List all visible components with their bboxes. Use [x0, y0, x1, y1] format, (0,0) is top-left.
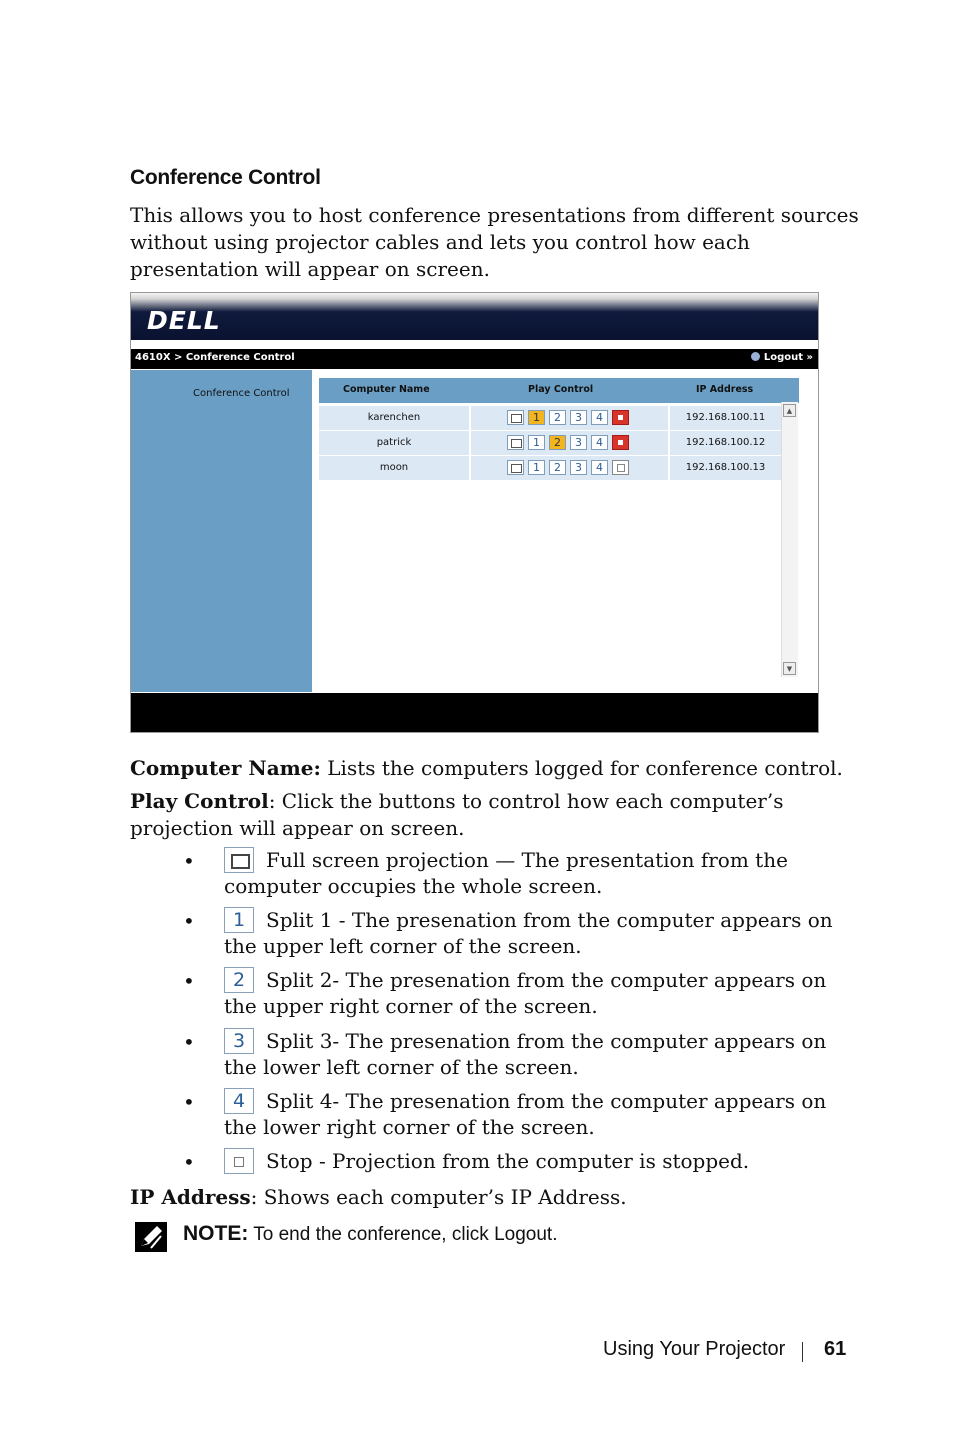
- split-4-button[interactable]: 4: [591, 435, 608, 450]
- scrollbar[interactable]: [781, 402, 798, 677]
- page-number: 61: [824, 1338, 847, 1360]
- stop-button[interactable]: [612, 460, 629, 475]
- play-control-cell: [471, 456, 668, 480]
- ip-address-description: [130, 1184, 860, 1211]
- bullet-dot: •: [183, 909, 195, 933]
- bullet-text: Full screen projection — The presentation from the computer occupies the whole screen.: [224, 848, 788, 898]
- computer-name-description: [130, 755, 860, 782]
- column-ip-address: IP Address: [696, 384, 754, 395]
- sidebar: [131, 370, 312, 692]
- ip-address-term: IP Address: [130, 1185, 251, 1209]
- computer-name-cell: [319, 456, 469, 480]
- bullet-text: Stop - Projection from the computer is stopped.: [266, 1149, 750, 1173]
- split-1-button[interactable]: 1: [528, 460, 545, 475]
- bullet-dot: •: [183, 849, 195, 873]
- ip-address: 192.168.100.12: [685, 437, 766, 448]
- computer-name: patrick: [376, 437, 412, 448]
- logout-label: Logout »: [763, 352, 813, 363]
- sidebar-item-conference-control[interactable]: Conference Control: [193, 388, 290, 399]
- note-text: To end the conference, click: [248, 1224, 495, 1245]
- split-3-button[interactable]: 3: [570, 410, 587, 425]
- play-control-term: Play Control: [130, 789, 269, 813]
- logout-link[interactable]: [751, 352, 813, 363]
- intro-paragraph: This allows you to host conference presentations from different sources without using projector cables and lets you control how each presentation will appear on screen.: [130, 203, 859, 281]
- footer-section-title: Using Your Projector: [603, 1338, 786, 1360]
- table-row: [319, 431, 781, 455]
- split-2-button[interactable]: 2: [549, 410, 566, 425]
- column-computer-name: Computer Name: [343, 384, 430, 395]
- computer-name-cell: [319, 406, 469, 430]
- footer-bar: [131, 693, 818, 733]
- bullet-dot: •: [183, 1150, 195, 1174]
- bullet-dot: •: [183, 1090, 195, 1114]
- stop-button[interactable]: [612, 410, 629, 425]
- logout-icon: [751, 352, 760, 361]
- computer-name: moon: [379, 462, 409, 473]
- computer-name-cell: [319, 431, 469, 455]
- full-screen-button[interactable]: [507, 460, 524, 475]
- breadcrumb: 4610X > Conference Control: [135, 352, 295, 363]
- scroll-up-icon[interactable]: ▲: [783, 404, 796, 417]
- ip-address-cell: [670, 456, 781, 480]
- main-panel: [312, 370, 818, 692]
- dell-logo: DELL: [147, 306, 221, 335]
- ip-address-cell: [670, 431, 781, 455]
- stop-button[interactable]: [612, 435, 629, 450]
- split-1-button[interactable]: 1: [528, 410, 545, 425]
- computer-name-text: Lists the computers logged for conference control.: [320, 756, 843, 780]
- split-1-icon: 1: [224, 907, 254, 933]
- ip-address-text: : Shows each computer’s IP Address.: [250, 1185, 627, 1209]
- split-1-button[interactable]: 1: [528, 435, 545, 450]
- split-4-button[interactable]: 4: [591, 410, 608, 425]
- ip-address: 192.168.100.13: [685, 462, 766, 473]
- conference-control-screenshot: [130, 292, 819, 733]
- ip-address-cell: [670, 406, 781, 430]
- split-3-button[interactable]: 3: [570, 435, 587, 450]
- split-4-icon: 4: [224, 1088, 254, 1114]
- split-3-button[interactable]: 3: [570, 460, 587, 475]
- split-2-icon: 2: [224, 967, 254, 993]
- full-screen-button[interactable]: [507, 435, 524, 450]
- computer-name-term: Computer Name:: [130, 756, 321, 780]
- table-header: [319, 378, 799, 403]
- table-row: [319, 406, 781, 430]
- note-end: .: [552, 1224, 558, 1245]
- note-label: NOTE:: [183, 1222, 249, 1245]
- section-heading: Conference Control: [130, 166, 321, 189]
- ip-address: 192.168.100.11: [685, 412, 766, 423]
- note-logout-term: Logout: [494, 1224, 553, 1245]
- play-control-cell: [471, 406, 668, 430]
- bullet-text: Split 2- The presenation from the computer appears on the upper right corner of the screen.: [224, 968, 827, 1018]
- note-pencil-icon: [135, 1222, 167, 1252]
- full-screen-button[interactable]: [507, 410, 524, 425]
- scroll-down-icon[interactable]: ▼: [783, 662, 796, 675]
- bullet-dot: •: [183, 969, 195, 993]
- nav-bar: [131, 349, 818, 369]
- table-row: [319, 456, 781, 480]
- play-control-cell: [471, 431, 668, 455]
- split-4-button[interactable]: 4: [591, 460, 608, 475]
- bullet-text: Split 3- The presenation from the computer appears on the lower left corner of the screen.: [224, 1029, 827, 1079]
- split-3-icon: 3: [224, 1028, 254, 1054]
- computer-name: karenchen: [367, 412, 421, 423]
- bullet-text: Split 4- The presenation from the computer appears on the lower right corner of the screen.: [224, 1089, 827, 1139]
- split-2-button[interactable]: 2: [549, 435, 566, 450]
- note: [183, 1222, 557, 1246]
- split-2-button[interactable]: 2: [549, 460, 566, 475]
- header-banner: [131, 293, 818, 340]
- footer-separator: [802, 1342, 803, 1362]
- column-play-control: Play Control: [528, 384, 594, 395]
- play-control-description: [130, 788, 860, 842]
- bullet-dot: •: [183, 1030, 195, 1054]
- play-control-text: : Click the buttons to control how each computer’s projection will appear on screen.: [130, 789, 784, 840]
- bullet-text: Split 1 - The presenation from the computer appears on the upper left corner of the screen.: [224, 908, 833, 958]
